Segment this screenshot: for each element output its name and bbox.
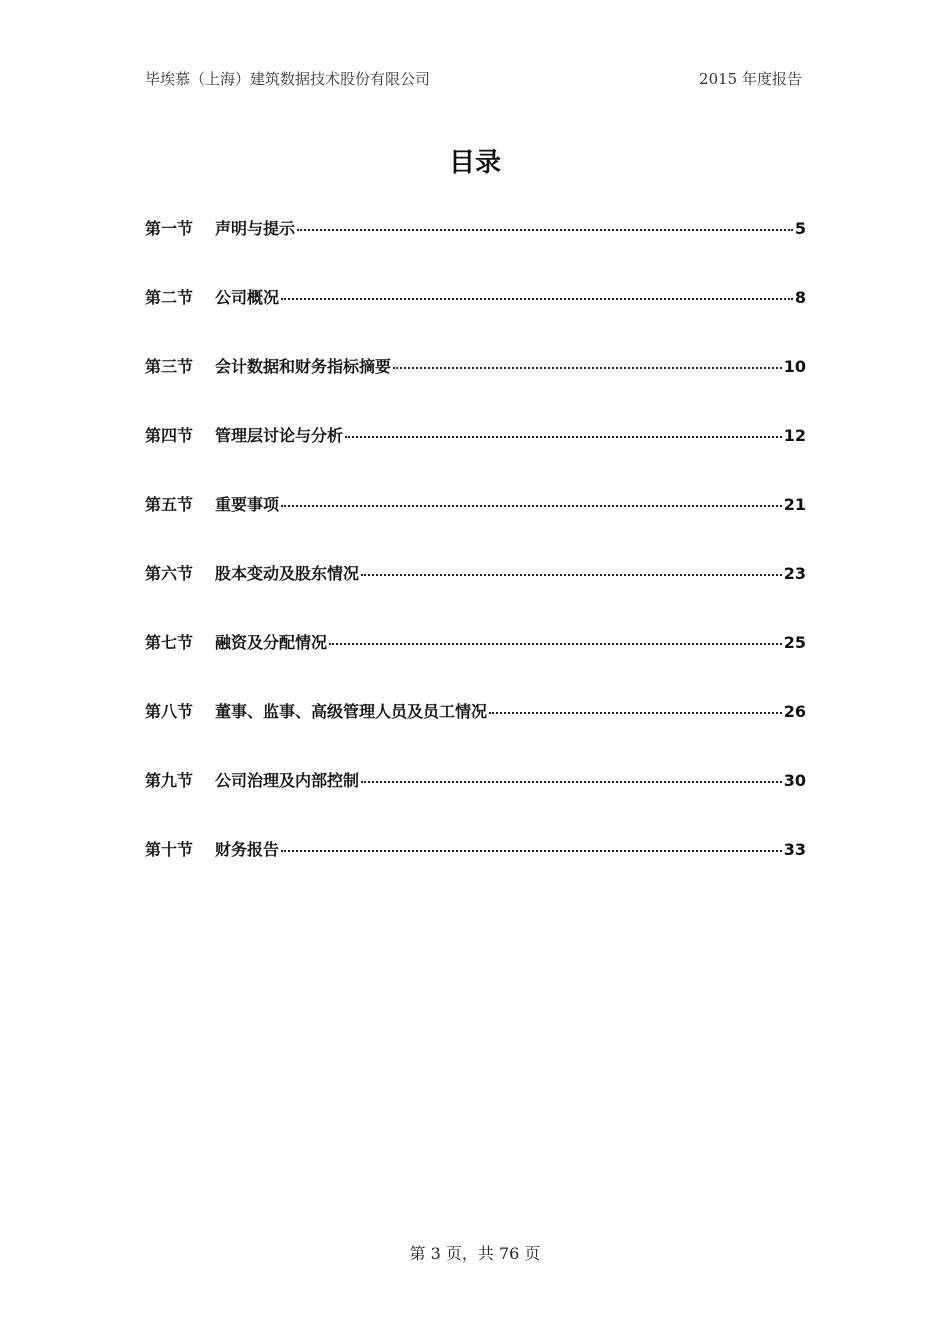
toc-section-number: 第九节 [145, 771, 194, 790]
toc-section-title: 声明与提示 [215, 219, 296, 238]
toc-entry[interactable] [145, 285, 806, 354]
toc-section-title: 重要事项 [215, 495, 280, 514]
toc-page-number: 8 [794, 288, 806, 307]
toc-page-number: 5 [794, 219, 806, 238]
toc-page-number: 25 [783, 633, 806, 652]
toc-page-number: 26 [783, 702, 806, 721]
toc-entry[interactable] [145, 423, 806, 492]
toc-leader-dots [393, 367, 782, 369]
toc-section-title: 会计数据和财务指标摘要 [215, 357, 392, 376]
toc-entry[interactable] [145, 561, 806, 630]
toc-section-title: 股本变动及股东情况 [215, 564, 360, 583]
toc-section-title: 财务报告 [215, 840, 280, 859]
toc-section-title: 管理层讨论与分析 [215, 426, 344, 445]
toc-leader-dots [329, 643, 782, 645]
toc-section-title: 融资及分配情况 [215, 633, 328, 652]
toc-leader-dots [361, 574, 782, 576]
toc-section-title: 公司治理及内部控制 [215, 771, 360, 790]
toc-page-number: 30 [783, 771, 806, 790]
toc-page-number: 10 [783, 357, 806, 376]
toc-entry[interactable] [145, 768, 806, 837]
header-report-title: 2015 年度报告 [699, 70, 802, 88]
toc-section-number: 第四节 [145, 426, 194, 445]
toc-leader-dots [281, 298, 793, 300]
header-company-name: 毕埃慕（上海）建筑数据技术股份有限公司 [145, 70, 431, 88]
toc-section-number: 第六节 [145, 564, 194, 583]
toc-section-number: 第二节 [145, 288, 194, 307]
page-title: 目录 [448, 148, 501, 178]
toc-page-number: 12 [783, 426, 806, 445]
toc-page-number: 21 [783, 495, 806, 514]
toc-leader-dots [345, 436, 782, 438]
toc-section-number: 第五节 [145, 495, 194, 514]
toc-section-number: 第八节 [145, 702, 194, 721]
toc-page-number: 23 [783, 564, 806, 583]
toc-leader-dots [281, 505, 782, 507]
toc-entry[interactable] [145, 492, 806, 561]
toc-section-number: 第一节 [145, 219, 194, 238]
toc-section-title: 董事、监事、高级管理人员及员工情况 [215, 702, 488, 721]
toc-leader-dots [281, 850, 782, 852]
toc-leader-dots [297, 229, 793, 231]
toc-list [145, 216, 806, 906]
toc-section-title: 公司概况 [215, 288, 280, 307]
toc-entry[interactable] [145, 354, 806, 423]
toc-entry[interactable] [145, 837, 806, 906]
toc-leader-dots [489, 712, 782, 714]
toc-section-number: 第七节 [145, 633, 194, 652]
toc-leader-dots [361, 781, 782, 783]
toc-section-number: 第三节 [145, 357, 194, 376]
toc-section-number: 第十节 [145, 840, 194, 859]
toc-entry[interactable] [145, 630, 806, 699]
page-footer: 第 3 页，共 76 页 [409, 1244, 541, 1263]
toc-entry[interactable] [145, 216, 806, 285]
toc-entry[interactable] [145, 699, 806, 768]
toc-page-number: 33 [783, 840, 806, 859]
